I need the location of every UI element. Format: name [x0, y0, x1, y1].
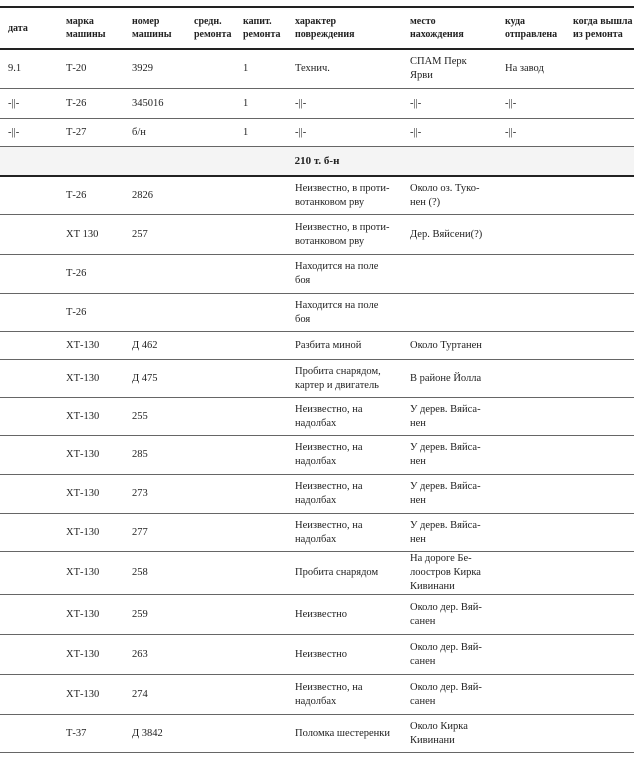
cell-location — [402, 255, 497, 294]
cell-repair-exit — [565, 119, 634, 147]
cell-model: ХТ-130 — [58, 514, 124, 552]
cell-repair-exit — [565, 595, 634, 635]
cell-location: У дерев. Вяйса- нен — [402, 398, 497, 436]
table-row — [0, 715, 634, 753]
cell-sent-to — [497, 294, 565, 332]
cell-date — [0, 332, 58, 360]
table-body — [0, 49, 634, 753]
cell-medium-repair — [186, 119, 235, 147]
cell-medium-repair — [186, 635, 235, 675]
cell-number: Д 3842 — [124, 715, 186, 753]
cell-repair-exit — [565, 215, 634, 255]
cell-major-repair — [235, 715, 287, 753]
cell-major-repair — [235, 176, 287, 215]
cell-sent-to: -||- — [497, 119, 565, 147]
table-row — [0, 552, 634, 595]
cell-major-repair — [235, 675, 287, 715]
cell-damage: Технич. — [287, 49, 402, 89]
cell-major-repair — [235, 255, 287, 294]
cell-repair-exit — [565, 176, 634, 215]
cell-number: 257 — [124, 215, 186, 255]
header-medium-repair: средн. ремонта — [186, 7, 235, 49]
cell-date — [0, 398, 58, 436]
cell-major-repair — [235, 398, 287, 436]
cell-date — [0, 215, 58, 255]
cell-date — [0, 294, 58, 332]
cell-model: Т-26 — [58, 294, 124, 332]
cell-damage: Разбита миной — [287, 332, 402, 360]
cell-medium-repair — [186, 552, 235, 595]
cell-date — [0, 552, 58, 595]
cell-major-repair — [235, 595, 287, 635]
cell-repair-exit — [565, 294, 634, 332]
table-row — [0, 436, 634, 475]
cell-damage: Неизвестно, на надолбах — [287, 475, 402, 514]
cell-location: Около оз. Туко- нен (?) — [402, 176, 497, 215]
cell-date: -||- — [0, 119, 58, 147]
cell-medium-repair — [186, 89, 235, 119]
cell-major-repair — [235, 332, 287, 360]
cell-location: У дерев. Вяйса- нен — [402, 436, 497, 475]
cell-location: У дерев. Вяйса- нен — [402, 475, 497, 514]
cell-damage: Неизвестно, на надолбах — [287, 436, 402, 475]
table-row — [0, 119, 634, 147]
cell-repair-exit — [565, 514, 634, 552]
table-row — [0, 49, 634, 89]
cell-location — [402, 294, 497, 332]
cell-model: Т-26 — [58, 176, 124, 215]
header-date: дата — [0, 7, 58, 49]
cell-number: 274 — [124, 675, 186, 715]
cell-location: Около дер. Вяй- санен — [402, 675, 497, 715]
cell-number: 273 — [124, 475, 186, 514]
cell-medium-repair — [186, 475, 235, 514]
cell-sent-to — [497, 436, 565, 475]
cell-location: СПАМ Перк Ярви — [402, 49, 497, 89]
cell-number: 263 — [124, 635, 186, 675]
cell-major-repair — [235, 215, 287, 255]
cell-date: -||- — [0, 89, 58, 119]
cell-medium-repair — [186, 514, 235, 552]
cell-major-repair — [235, 294, 287, 332]
cell-repair-exit — [565, 89, 634, 119]
cell-date — [0, 715, 58, 753]
cell-repair-exit — [565, 398, 634, 436]
cell-sent-to — [497, 255, 565, 294]
cell-medium-repair — [186, 360, 235, 398]
cell-model: Т-37 — [58, 715, 124, 753]
cell-repair-exit — [565, 552, 634, 595]
cell-sent-to — [497, 360, 565, 398]
cell-location: -||- — [402, 119, 497, 147]
cell-medium-repair — [186, 332, 235, 360]
table-row — [0, 675, 634, 715]
cell-sent-to — [497, 514, 565, 552]
cell-damage: Неизвестно, на надолбах — [287, 514, 402, 552]
cell-major-repair — [235, 635, 287, 675]
cell-damage: Пробита снарядом — [287, 552, 402, 595]
cell-damage: Неизвестно, в проти- вотанковом рву — [287, 215, 402, 255]
cell-damage: Неизвестно — [287, 595, 402, 635]
cell-number — [124, 255, 186, 294]
cell-damage: Поломка шестеренки — [287, 715, 402, 753]
header-location: место нахождения — [402, 7, 497, 49]
cell-number: Д 462 — [124, 332, 186, 360]
cell-number: 285 — [124, 436, 186, 475]
cell-sent-to — [497, 715, 565, 753]
header-row — [0, 7, 634, 49]
cell-date: 9.1 — [0, 49, 58, 89]
cell-model: ХТ-130 — [58, 552, 124, 595]
cell-repair-exit — [565, 475, 634, 514]
cell-number — [124, 294, 186, 332]
cell-repair-exit — [565, 675, 634, 715]
cell-model: ХТ-130 — [58, 332, 124, 360]
table-row — [0, 360, 634, 398]
cell-medium-repair — [186, 294, 235, 332]
cell-repair-exit — [565, 255, 634, 294]
header-damage: характер повреждения — [287, 7, 402, 49]
cell-number: 259 — [124, 595, 186, 635]
cell-location: -||- — [402, 89, 497, 119]
cell-location: В районе Йолла — [402, 360, 497, 398]
cell-repair-exit — [565, 49, 634, 89]
cell-sent-to — [497, 398, 565, 436]
table-row — [0, 332, 634, 360]
cell-date — [0, 176, 58, 215]
cell-model: Т-27 — [58, 119, 124, 147]
cell-sent-to: -||- — [497, 89, 565, 119]
cell-location: Около Туртанен — [402, 332, 497, 360]
section-row — [0, 147, 634, 177]
header-model: марка машины — [58, 7, 124, 49]
cell-medium-repair — [186, 398, 235, 436]
cell-major-repair: 1 — [235, 49, 287, 89]
cell-sent-to — [497, 215, 565, 255]
cell-number: б/н — [124, 119, 186, 147]
cell-medium-repair — [186, 675, 235, 715]
cell-number: Д 475 — [124, 360, 186, 398]
table-row — [0, 398, 634, 436]
cell-sent-to — [497, 552, 565, 595]
cell-repair-exit — [565, 635, 634, 675]
table-row — [0, 635, 634, 675]
cell-medium-repair — [186, 49, 235, 89]
cell-number: 258 — [124, 552, 186, 595]
cell-major-repair — [235, 552, 287, 595]
cell-location: У дерев. Вяйса- нен — [402, 514, 497, 552]
cell-damage: Неизвестно — [287, 635, 402, 675]
cell-medium-repair — [186, 595, 235, 635]
cell-major-repair: 1 — [235, 119, 287, 147]
cell-major-repair — [235, 436, 287, 475]
table-row — [0, 595, 634, 635]
table-row — [0, 176, 634, 215]
cell-location: Дер. Вяйсени(?) — [402, 215, 497, 255]
cell-number: 255 — [124, 398, 186, 436]
cell-sent-to — [497, 475, 565, 514]
header-number: номер машины — [124, 7, 186, 49]
cell-damage: Неизвестно, на надолбах — [287, 398, 402, 436]
table-row — [0, 475, 634, 514]
cell-major-repair: 1 — [235, 89, 287, 119]
cell-major-repair — [235, 475, 287, 514]
cell-sent-to — [497, 635, 565, 675]
cell-damage: -||- — [287, 119, 402, 147]
header-major-repair: капит. ремонта — [235, 7, 287, 49]
cell-model: ХТ-130 — [58, 475, 124, 514]
cell-model: Т-20 — [58, 49, 124, 89]
cell-sent-to: На завод — [497, 49, 565, 89]
cell-repair-exit — [565, 436, 634, 475]
cell-model: ХТ-130 — [58, 595, 124, 635]
cell-date — [0, 675, 58, 715]
cell-damage: Пробита снарядом, картер и двигатель — [287, 360, 402, 398]
cell-sent-to — [497, 332, 565, 360]
cell-date — [0, 514, 58, 552]
cell-model: ХТ-130 — [58, 360, 124, 398]
cell-date — [0, 595, 58, 635]
cell-damage: Неизвестно, в проти- вотанковом рву — [287, 176, 402, 215]
cell-model: Т-26 — [58, 255, 124, 294]
vehicle-loss-table — [0, 6, 634, 753]
cell-damage: Находится на поле боя — [287, 294, 402, 332]
cell-sent-to — [497, 176, 565, 215]
header-sent-to: куда отправлена — [497, 7, 565, 49]
cell-location: На дороге Бе- лоостров Кирка Кивинани — [402, 552, 497, 595]
cell-model: ХТ 130 — [58, 215, 124, 255]
cell-medium-repair — [186, 176, 235, 215]
cell-location: Около дер. Вяй- санен — [402, 635, 497, 675]
cell-damage: Неизвестно, на надолбах — [287, 675, 402, 715]
table-row — [0, 514, 634, 552]
cell-date — [0, 635, 58, 675]
cell-model: ХТ-130 — [58, 436, 124, 475]
cell-model: ХТ-130 — [58, 398, 124, 436]
cell-major-repair — [235, 360, 287, 398]
cell-location: Около дер. Вяй- санен — [402, 595, 497, 635]
cell-medium-repair — [186, 255, 235, 294]
cell-date — [0, 475, 58, 514]
cell-sent-to — [497, 595, 565, 635]
cell-sent-to — [497, 675, 565, 715]
cell-number: 345016 — [124, 89, 186, 119]
cell-model: ХТ-130 — [58, 635, 124, 675]
cell-repair-exit — [565, 332, 634, 360]
cell-number: 3929 — [124, 49, 186, 89]
cell-model: ХТ-130 — [58, 675, 124, 715]
cell-number: 277 — [124, 514, 186, 552]
header-repair-exit: когда вышла из ремонта — [565, 7, 634, 49]
cell-date — [0, 255, 58, 294]
table-row — [0, 215, 634, 255]
cell-damage: -||- — [287, 89, 402, 119]
section-title: 210 т. б-н — [0, 147, 634, 177]
cell-damage: Находится на поле боя — [287, 255, 402, 294]
cell-date — [0, 436, 58, 475]
cell-medium-repair — [186, 436, 235, 475]
cell-location: Около Кирка Кивинани — [402, 715, 497, 753]
cell-medium-repair — [186, 215, 235, 255]
cell-number: 2826 — [124, 176, 186, 215]
table-row — [0, 89, 634, 119]
table-row — [0, 294, 634, 332]
cell-model: Т-26 — [58, 89, 124, 119]
cell-medium-repair — [186, 715, 235, 753]
cell-date — [0, 360, 58, 398]
cell-major-repair — [235, 514, 287, 552]
cell-repair-exit — [565, 715, 634, 753]
table-row — [0, 255, 634, 294]
cell-repair-exit — [565, 360, 634, 398]
